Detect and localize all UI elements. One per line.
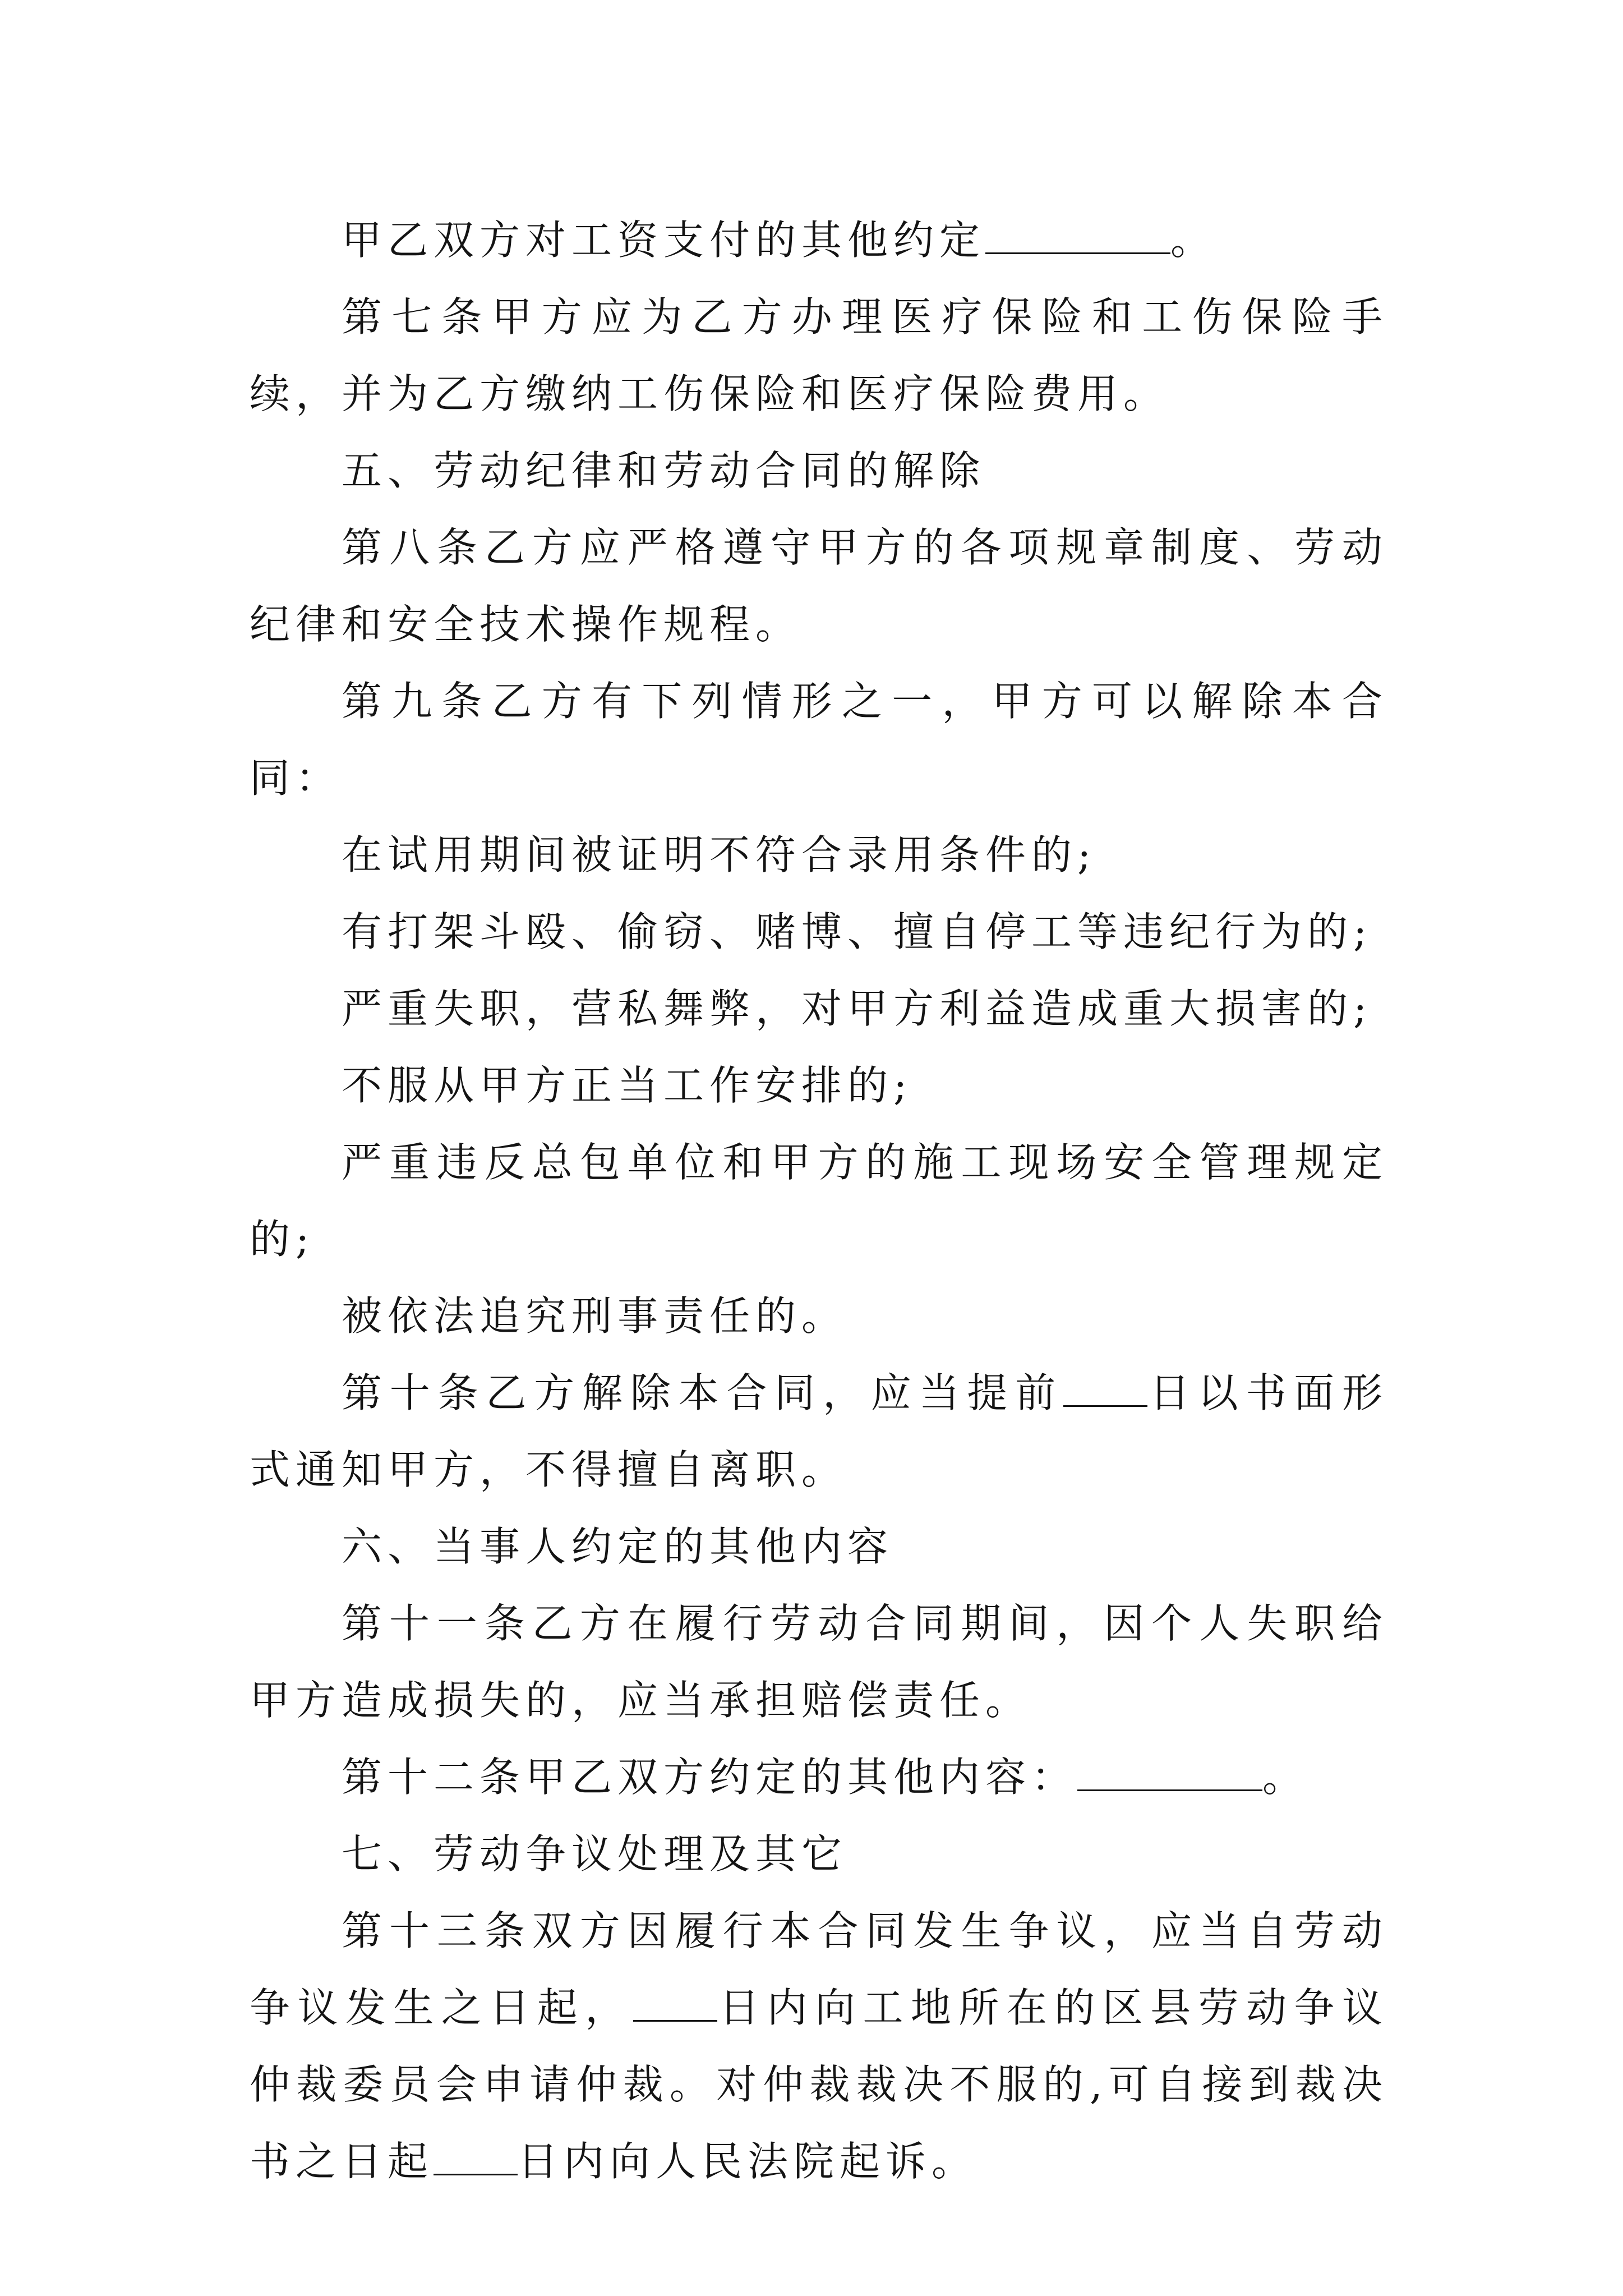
paragraph-text: 日内向工地所在的区县劳动争议仲裁委员会申请仲裁。对仲裁裁决不服的,可自接到裁决书之日起 — [250, 1984, 1388, 2185]
paragraph-text: 五、劳动纪律和劳动合同的解除 — [342, 447, 986, 494]
paragraph-text: 六、当事人约定的其他内容 — [342, 1523, 894, 1570]
paragraph — [250, 432, 1388, 509]
paragraph — [250, 279, 1388, 432]
paragraph-text: 在试用期间被证明不符合录用条件的; — [342, 831, 1097, 878]
paragraph-text: 第十条乙方解除本合同，应当提前 — [342, 1369, 1063, 1416]
paragraph-text: 不服从甲方正当工作安排的; — [342, 1062, 913, 1109]
paragraph-text: 第八条乙方应严格遵守甲方的各项规章制度、劳动纪律和安全技术操作规程。 — [250, 524, 1388, 648]
paragraph-text: 日内向人民法院起诉。 — [518, 2138, 978, 2185]
paragraph-text: 甲乙双方对工资支付的其他约定 — [342, 217, 986, 264]
fill-in-blank — [985, 216, 1170, 254]
paragraph — [250, 894, 1388, 970]
paragraph — [250, 509, 1388, 663]
paragraph — [250, 1585, 1388, 1739]
paragraph-text: 。 — [1262, 1754, 1309, 1801]
fill-in-blank — [633, 1984, 717, 2022]
paragraph-text: 第九条乙方有下列情形之一，甲方可以解除本合同： — [250, 678, 1388, 802]
paragraph — [250, 1739, 1388, 1816]
paragraph-text: 有打架斗殴、偷窃、赌博、擅自停工等违纪行为的; — [342, 908, 1373, 955]
paragraph — [250, 1893, 1388, 2200]
paragraph — [250, 1124, 1388, 1278]
paragraph — [250, 663, 1388, 817]
paragraph-text: 第十二条甲乙双方约定的其他内容： — [342, 1754, 1078, 1801]
paragraph-text: 日以书面形式通知甲方，不得擅自离职。 — [250, 1369, 1388, 1493]
paragraph-text: 第十三条双方因履行本合同发生争议，应当自劳动争议发生之日起， — [250, 1907, 1388, 2031]
paragraph — [250, 970, 1388, 1047]
paragraph — [250, 202, 1388, 279]
paragraph-text: 。 — [1170, 217, 1217, 264]
paragraph-text: 第七条甲方应为乙方办理医疗保险和工伤保险手续，并为乙方缴纳工伤保险和医疗保险费用。 — [250, 293, 1388, 417]
paragraph — [250, 1816, 1388, 1893]
paragraph-text: 严重违反总包单位和甲方的施工现场安全管理规定的; — [250, 1139, 1388, 1263]
paragraph — [250, 817, 1388, 894]
paragraph-text: 被依法追究刑事责任的。 — [342, 1292, 848, 1340]
fill-in-blank — [1077, 1753, 1262, 1791]
paragraph — [250, 1278, 1388, 1355]
document-body — [250, 202, 1388, 2200]
paragraph-text: 严重失职，营私舞弊，对甲方利益造成重大损害的; — [342, 985, 1373, 1032]
paragraph — [250, 1047, 1388, 1124]
paragraph-text: 第十一条乙方在履行劳动合同期间，因个人失职给甲方造成损失的，应当承担赔偿责任。 — [250, 1600, 1388, 1724]
paragraph-text: 七、劳动争议处理及其它 — [342, 1830, 848, 1878]
fill-in-blank — [434, 2137, 518, 2175]
paragraph — [250, 1508, 1388, 1585]
fill-in-blank — [1063, 1369, 1147, 1407]
paragraph — [250, 1355, 1388, 1508]
